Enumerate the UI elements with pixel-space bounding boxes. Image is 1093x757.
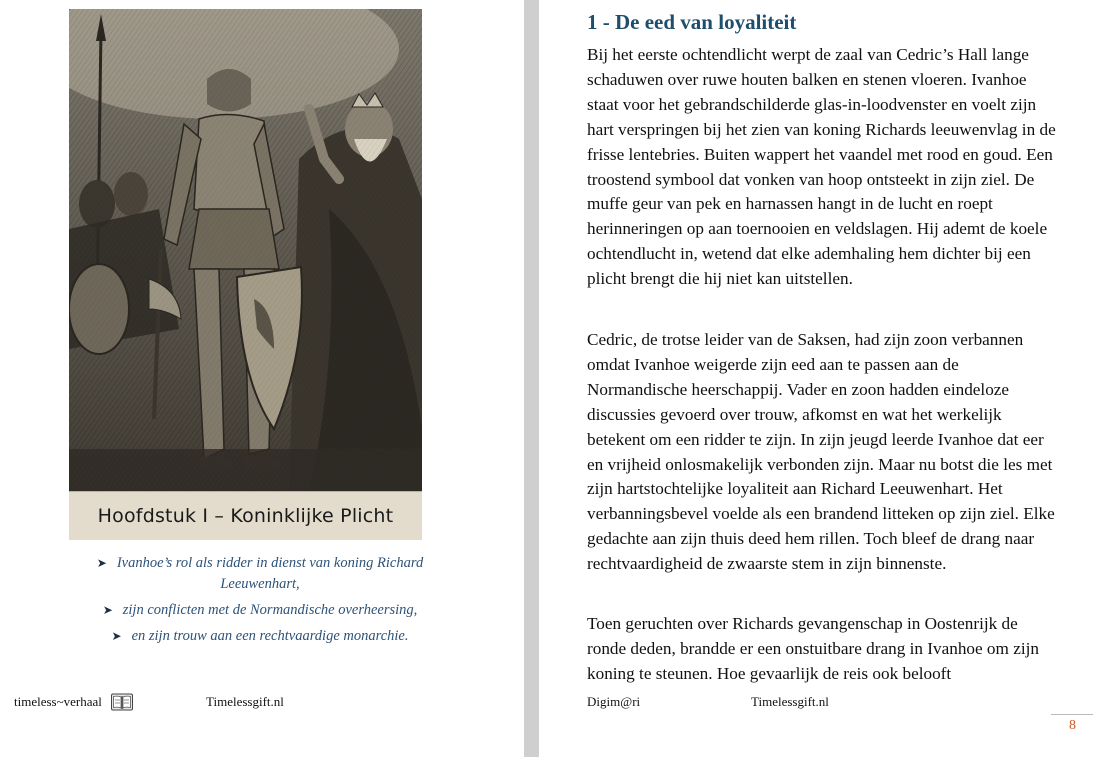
- right-page: [539, 0, 1093, 757]
- paragraph: Bij het eerste ochtendlicht werpt de zaal van Cedric’s Hall lange schaduwen over ruwe houten balken en stenen vloeren. Ivanhoe staat voor het gebrandschilderde glas-in-loodvenster en voelt zijn hart verspringen bij het zien van koning Richards leeuwenvlag in de frisse lentebries. Buiten wappert het vaandel met rood en goud. Een troostend symbool dat vonken van hoop ontsteekt in zijn ziel. De muffe geur van pek en harnassen hangt in de lucht en roept herinneringen op aan toernooien en veldslagen. Hij ademt de koele ochtendlucht in, wetend dat elke ademhaling hem dichter bij een plicht brengt die hij niet kan uitstellen.: [587, 45, 1056, 289]
- footer-brand: timeless~verhaal: [14, 694, 102, 709]
- chapter-illustration: [69, 9, 422, 540]
- footer-author: Digim@ri: [587, 694, 641, 709]
- list-item: ➤ en zijn trouw aan een rechtvaardige monarchie.: [111, 628, 409, 644]
- chapter-caption: Hoofdstuk I – Koninklijke Plicht: [69, 491, 422, 540]
- paragraph: Toen geruchten over Richards gevangenschap in Oostenrijk de ronde deden, brandde er een onstuitbare drang in Ivanhoe om zijn koning te steunen. Hoe gevaarlijk de reis ook belooft: [587, 614, 1039, 683]
- footer-website: Timelessgift.nl: [206, 694, 284, 709]
- chapter-title: 1 - De eed van loyaliteit: [587, 10, 797, 34]
- arrow-bullet-icon: ➤: [96, 556, 107, 570]
- list-item: ➤ zijn conflicten met de Normandische overheersing,: [102, 602, 418, 618]
- page-gutter: [524, 0, 539, 757]
- page-number-rule: [1051, 714, 1093, 715]
- paragraph: Cedric, de trotse leider van de Saksen, had zijn zoon verbannen omdat Ivanhoe weigerde zijn eed aan te passen aan de Normandische heerschappij. Vader en zoon hadden eindeloze discussies gevoerd over trouw, afkomst en wat het werkelijk betekent om een ridder te zijn. In zijn jeugd leerde Ivanhoe dat eer en vrijheid onlosmakelijk verbonden zijn. Maar nu botst die les met zijn hartstochtelijke loyaliteit aan Richard Leeuwenhart. Het verbanningsbevel voelde als een brandend litteken op zijn ziel. Elke gedachte aan zijn thuis deed hem rillen. Toch bleef de drang naar rechtvaardigheid de zwaarste stem in zijn binnenste.: [587, 330, 1055, 574]
- knight-illustration: [69, 9, 422, 492]
- chapter-summary-list: [60, 553, 460, 652]
- arrow-bullet-icon: ➤: [102, 603, 113, 617]
- list-item: ➤ Ivanhoe’s rol als ridder in dienst van koning Richard Leeuwenhart,: [96, 555, 424, 592]
- book-icon: [111, 693, 133, 711]
- footer-website: Timelessgift.nl: [751, 694, 829, 709]
- left-page: [0, 0, 524, 757]
- arrow-bullet-icon: ➤: [111, 629, 122, 643]
- page-number: 8: [1069, 718, 1076, 733]
